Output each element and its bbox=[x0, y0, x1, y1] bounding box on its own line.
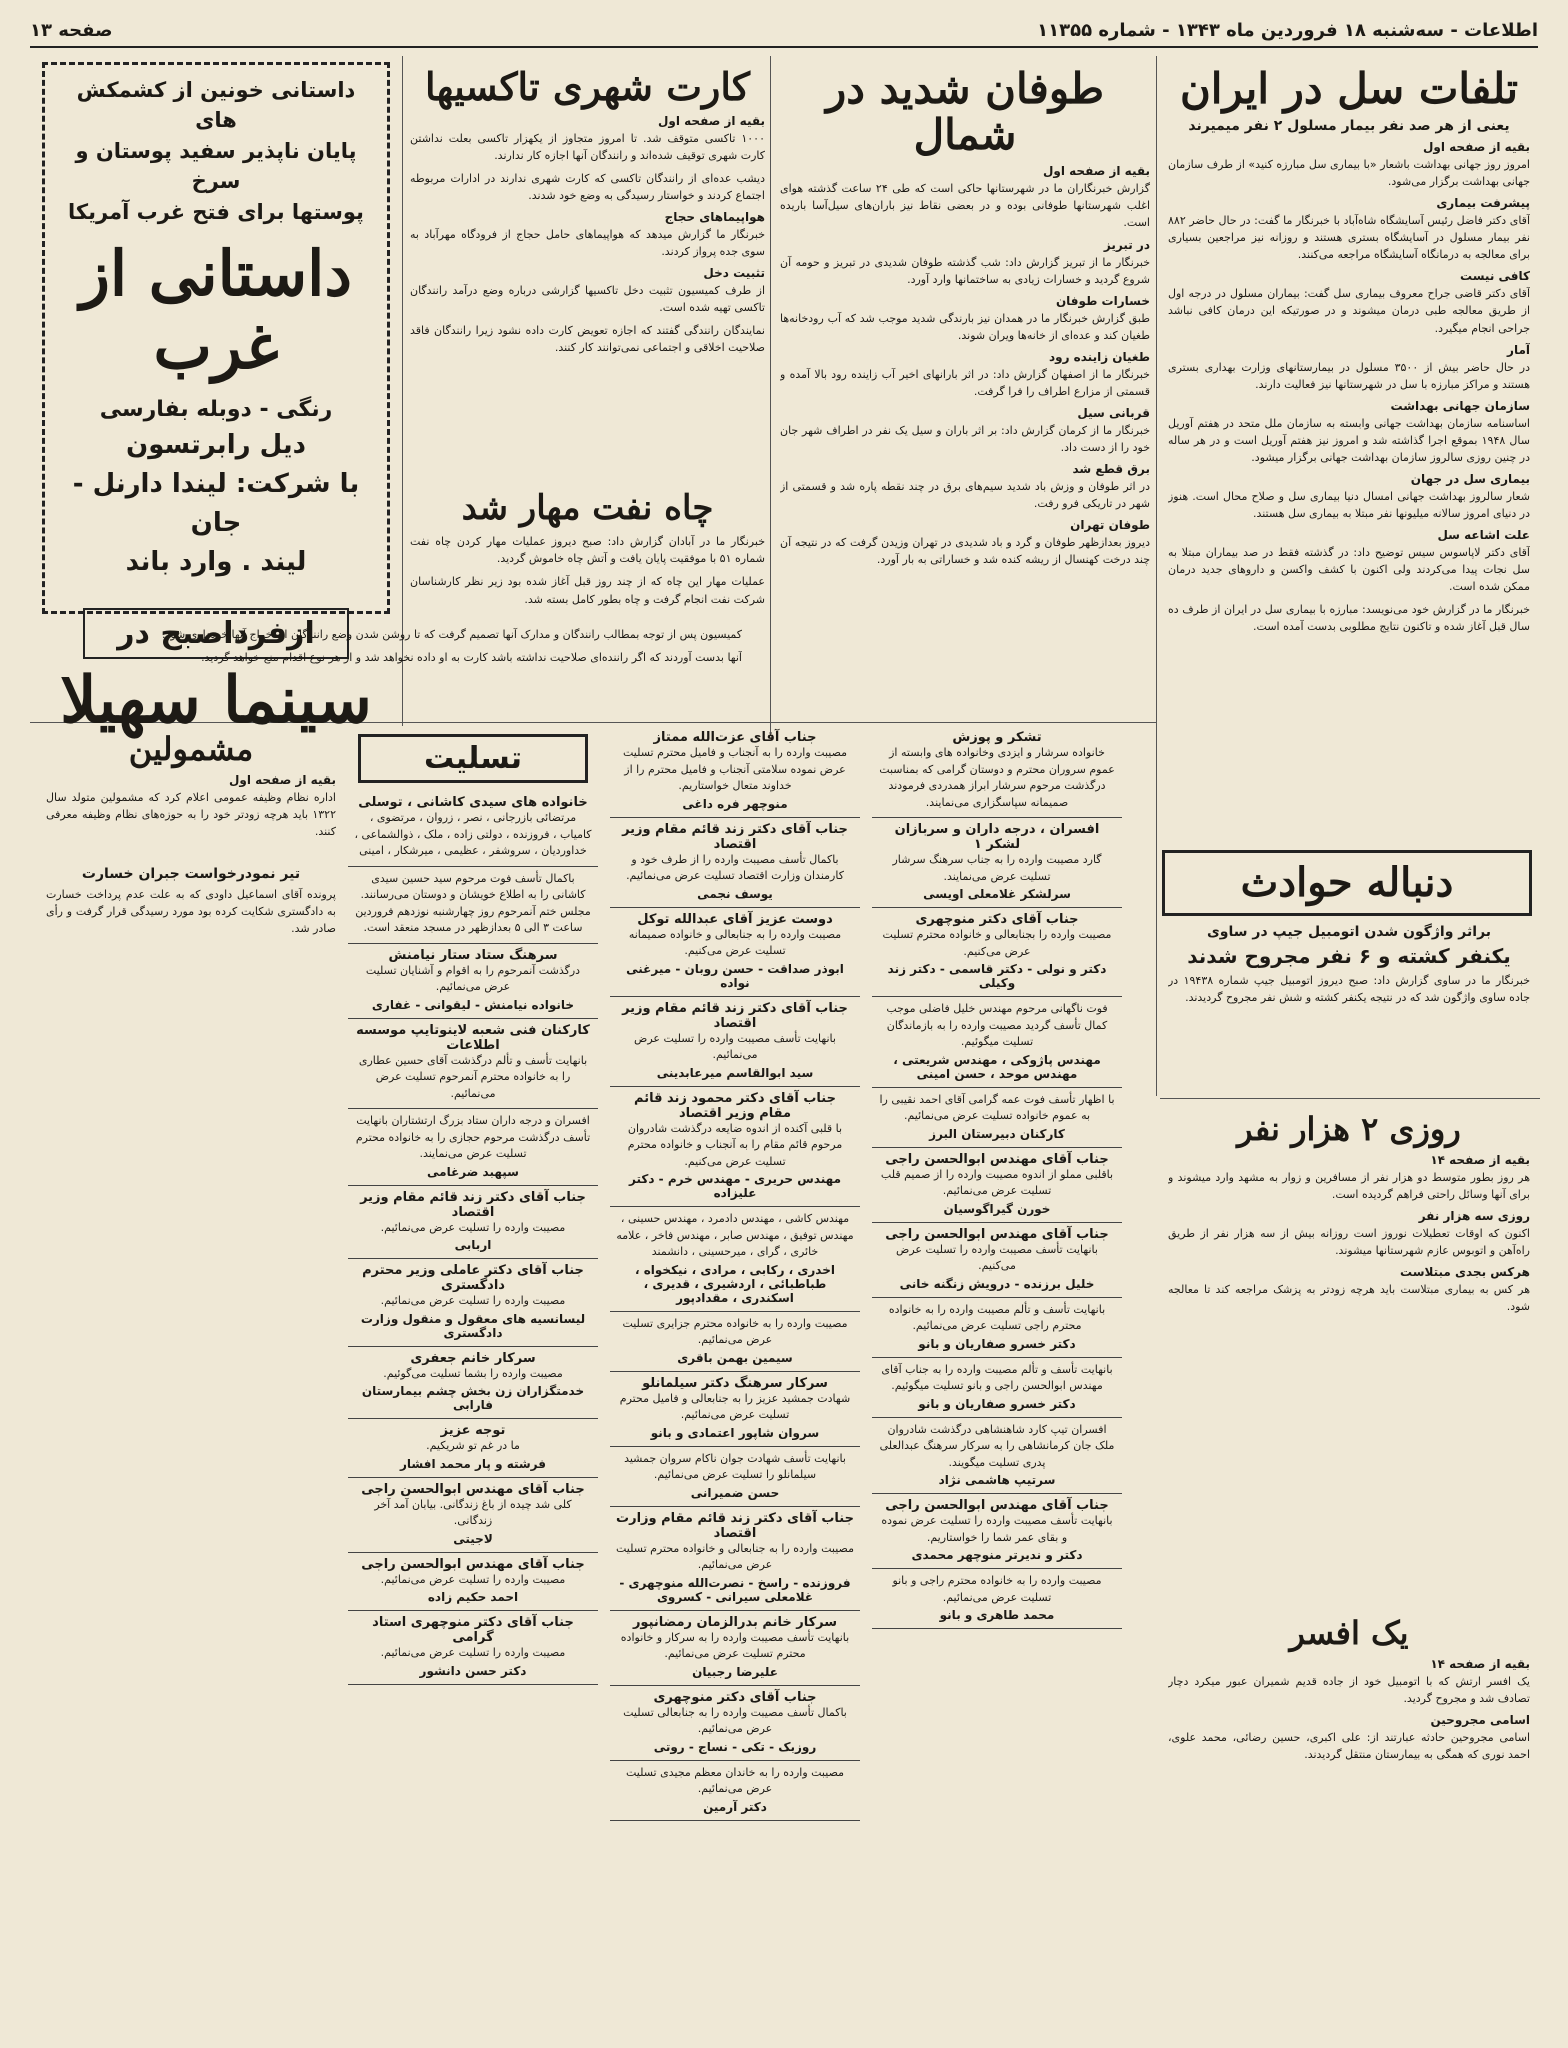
storm-paragraph: خبرنگار ما از کرمان گزارش داد: بر اثر باران و سیل یک نفر در اطراف شهر جان خود را از دست داد. bbox=[780, 423, 1150, 454]
condolence-text: بانهایت تأسف و تألم مصیبت وارده را به خانواده محترم راجی تسلیت عرض می‌نمائیم. bbox=[888, 1302, 1106, 1332]
condolence-recipient: جناب آقای دکتر منوچهری استاد گرامی bbox=[372, 1615, 574, 1645]
tb-paragraph: آقای دکتر لاپاسوس سیس توضیح داد: در گذشته فقط در صد بیماران مبتلا به سل نجات پیدا می‌کردند ولی اکنون با کشف واکسن و داروهای جدید درمان ممکن شده است. bbox=[1168, 545, 1530, 593]
ad-cast: با شرکت: لیندا دارنل - جان bbox=[72, 469, 360, 539]
condolence-recipient: سرکار سرهنگ دکتر سیلمانلو bbox=[642, 1375, 828, 1391]
travelers-paragraph: هر کس به بیماری مبتلاست باید هرچه زودتر به پزشک مراجعه کند تا معالجه شود. bbox=[1168, 1283, 1530, 1314]
condolence-text: با قلبی آکنده از اندوه ضایعه درگذشت شادروان مرحوم قائم مقام را به آنجناب و خانواده محترم تسلیت عرض می‌کنیم. bbox=[627, 1121, 843, 1168]
condolence-notice bbox=[610, 1207, 860, 1312]
condolence-text: مصیبت وارده را به خاندان معظم مجیدی تسلیت عرض می‌نمائیم. bbox=[625, 1765, 844, 1795]
condolence-notice bbox=[872, 1494, 1122, 1569]
condolence-signature: حسن ضمیرانی bbox=[690, 1485, 780, 1500]
ad-tagline: پوستها برای فتح غرب آمریکا bbox=[68, 199, 364, 224]
condolence-text: مصیبت وارده را به خانواده محترم جزایری تسلیت عرض می‌نمائیم. bbox=[622, 1316, 848, 1346]
condolence-signature: احمد حکیم زاده bbox=[427, 1590, 519, 1604]
oil-well-paragraph: خبرنگار ما در آبادان گزارش داد: صبح دیروز عملیات مهار کردن چاه نفت شماره ۵۱ با موفقیت پایان یافت و آتش چاه خاموش گردید. bbox=[410, 535, 765, 566]
condolence-notice bbox=[610, 1372, 860, 1447]
condolence-signature: فرشته و پار محمد افشار bbox=[399, 1456, 547, 1471]
ad-tagline: داستانی خونین از کشمکش های bbox=[76, 78, 356, 133]
condolence-text: افسران و درجه داران ستاد بزرگ ارتشتاران بانهایت تأسف درگذشت مرحوم حجازی را به خانواده محترم تسلیت عرض می‌نمایند. bbox=[355, 1114, 591, 1160]
condolence-notice bbox=[610, 1611, 860, 1686]
condolence-recipient: جناب آقای مهندس ابوالحسن راجی bbox=[361, 1481, 585, 1497]
condolence-text: با اظهار تأسف فوت عمه گرامی آقای احمد نقیبی را به عموم خانواده تسلیت عرض می‌نمائیم. bbox=[879, 1092, 1115, 1122]
condolence-notice bbox=[348, 1347, 598, 1420]
tb-article bbox=[1168, 60, 1530, 840]
condolence-signature: ابوذر صداقت - حسن روبان - میرغنی نواده bbox=[626, 961, 844, 990]
travelers-section: روزی سه هزار نفر bbox=[1418, 1209, 1530, 1224]
condolence-text: باکمال تأسف فوت مرحوم سید حسین سیدی کاشانی را به اطلاع خویشان و دوستان می‌رسانند. مجلس ختم آنمرحوم روز چهارشنبه نوزدهم فروردین ساعت ۳ الی ۵ بعدازظهر در مسجد منعقد است. bbox=[355, 871, 591, 934]
condolence-notice bbox=[348, 1019, 598, 1110]
storm-paragraph: طبق گزارش خبرنگار ما در همدان نیز بارندگی شدید موجب شد که آب رودخانه‌ها طغیان کند و عده‌ای از خانه‌ها ویران شوند. bbox=[780, 311, 1150, 342]
section-rule bbox=[1160, 1098, 1540, 1099]
condolence-signature: منوچهر فره داغی bbox=[682, 796, 788, 811]
condolence-notice bbox=[348, 1259, 598, 1347]
storm-paragraph: خبرنگار ما از اصفهان گزارش داد: در اثر بارانهای اخیر آب زاینده رود بالا آمده و قسمتی از مزارع اطراف را فرا گرفت. bbox=[780, 367, 1150, 398]
tb-paragraph: خبرنگار ما در گزارش خود می‌نویسد: مبارزه با بیماری سل در ایران از طرف ده سال قبل آغاز شده و تاکنون نتایج مطلوبی بدست آمده است. bbox=[1168, 603, 1530, 634]
condolence-banner: تسلیت bbox=[358, 734, 588, 783]
condolence-text: مصیبت وارده را تسلیت عرض می‌نمائیم. bbox=[380, 1646, 566, 1659]
condolence-signature: دکتر حسن دانشور bbox=[419, 1663, 527, 1678]
condolence-recipient: تشکر و پوزش bbox=[952, 730, 1042, 745]
taxi-paragraph: ۱۰۰۰ تاکسی متوقف شد. تا امروز متجاوز از یکهزار تاکسی بعلت نداشتن کارت شهری توقیف شده‌اند و رانندگان آنها اجازه کار ندارند. bbox=[410, 131, 765, 162]
tb-subhead: یعنی از هر صد نفر بیمار مسلول ۲ نفر میمیرند bbox=[1188, 118, 1510, 135]
accident-headline: براثر واژگون شدن اتومبیل جیپ در ساوی bbox=[1206, 924, 1492, 940]
condolence-text: مصیبت وارده را تسلیت عرض می‌نمائیم. bbox=[380, 1294, 566, 1307]
condolence-notice bbox=[348, 1478, 598, 1553]
taxi-lead: بقیه از صفحه اول bbox=[657, 113, 765, 128]
storm-section: قربانی سیل bbox=[1077, 405, 1150, 420]
condolence-recipient: سرکار خانم بدرالزمان رمضانپور bbox=[632, 1614, 838, 1630]
condolence-recipient: جناب آقای عزت‌الله ممتاز bbox=[653, 730, 817, 745]
condolence-signature: دکتر و ندیرتر منوچهر محمدی bbox=[911, 1548, 1083, 1562]
condolence-notice bbox=[872, 1418, 1122, 1495]
condolence-signature: سید ابوالقاسم میرعابدینی bbox=[656, 1065, 814, 1080]
taxi-card-article bbox=[410, 60, 765, 480]
column-rule bbox=[1156, 56, 1157, 1096]
condolence-signature: سپهبد ضرغامی bbox=[427, 1164, 519, 1179]
condolence-signature: سیمین بهمن باقری bbox=[677, 1350, 793, 1365]
condolence-text: فوت ناگهانی مرحوم مهندس خلیل فاضلی موجب کمال تأسف گردید مصیبت وارده را به بازماندگان تسلیت میگوئیم. bbox=[886, 1002, 1108, 1048]
condolence-column bbox=[872, 726, 1122, 1629]
page-header bbox=[30, 14, 1538, 48]
travelers-paragraph: اکنون که اوقات تعطیلات نوروز است روزانه بیش از سه هزار نفر از طریق راه‌آهن و اتوبوس عازم شهرستانها میشوند. bbox=[1168, 1227, 1530, 1258]
condolence-signature: لیسانسیه های معقول و منقول وزارت دادگستری bbox=[360, 1311, 586, 1340]
condolence-text: خانواده سرشار و ایزدی وخانواده های وابسته از عموم سروران محترم و دوستان گرامی که بمناسبت درگذشت مرحوم سرشار ابراز همدردی فرمودند صمیمانه سپاسگزاری می‌نمایند. bbox=[879, 746, 1115, 809]
condolence-signature: سرلشکر غلامعلی اویسی bbox=[923, 887, 1071, 901]
condolence-signature: کارکنان دبیرستان البرز bbox=[929, 1126, 1065, 1141]
condolence-signature: لاجیتی bbox=[453, 1531, 493, 1546]
condolence-text: کلی شد چیده از باغ زندگانی. بیابان آمد آخر زندگانی. bbox=[374, 1497, 572, 1527]
condolence-signature: خانواده نیامنش - لیقوانی - غفاری bbox=[371, 997, 575, 1012]
accident-subheadline: یکنفر کشته و ۶ نفر مجروح شدند bbox=[1187, 944, 1511, 968]
condolence-signature: خلیل برزنده - درویش زنگنه خانی bbox=[899, 1276, 1095, 1291]
condolence-notice bbox=[348, 944, 598, 1019]
condolence-text: مصیبت وارده را تسلیت عرض می‌نمائیم. bbox=[380, 1220, 566, 1234]
condolence-text: ما در غم تو شریکیم. bbox=[426, 1439, 520, 1452]
condolence-text: مصیبت وارده را بجنابعالی و خانواده محترم تسلیت عرض می‌کنیم. bbox=[882, 928, 1112, 958]
condolence-notice bbox=[610, 1507, 860, 1611]
condolence-text: بانهایت تأسف و تألم درگذشت آقای حسین عطاری را به خانواده محترم آنمرحوم تسلیت عرض می‌نمائیم. bbox=[358, 1053, 588, 1100]
storm-section: طغیان زاینده رود bbox=[1048, 349, 1150, 364]
travelers-headline: روزی ۲ هزار نفر bbox=[1237, 1110, 1461, 1148]
condolence-notice bbox=[872, 1358, 1122, 1418]
condolence-notice bbox=[610, 1087, 860, 1208]
taxi-headline: کارت شهری تاکسیها bbox=[424, 64, 751, 109]
storm-article bbox=[780, 60, 1150, 720]
condolence-text: بانهایت تأسف مصیبت وارده را تسلیت عرض می‌نمائیم. bbox=[634, 1031, 836, 1061]
taxi-commission-continuation bbox=[42, 626, 742, 716]
condolence-notice bbox=[610, 1312, 860, 1372]
condolence-text: بانهایت تأسف مصیبت وارده را به سرکار و خانواده محترم تسلیت عرض می‌نمائیم. bbox=[620, 1630, 850, 1660]
condolence-recipient: دوست عزیز آقای عبدالله توکل bbox=[637, 911, 833, 927]
condolence-recipient: جناب آقای دکتر زند قائم مقام وزیر اقتصاد bbox=[622, 821, 848, 852]
condolence-signature: اخدری ، رکابی ، مرادی ، نیکخواه ، طباطبائی ، اردشیری ، قدیری ، اسکندری ، مقدادپور bbox=[634, 1262, 836, 1305]
oil-well-headline: چاه نفت مهار شد bbox=[461, 488, 714, 528]
taxi-paragraph: دیشب عده‌ای از رانندگان تاکسی که کارت شهری ندارند در ادارات مربوطه اجتماع کردند و خواستار رسیدگی به وضع خود شدند. bbox=[410, 171, 765, 202]
condolence-text: شهادت جمشید عزیز را به جنابعالی و فامیل محترم تسلیت عرض می‌نمائیم. bbox=[619, 1391, 851, 1421]
condolence-notice bbox=[610, 908, 860, 997]
condolence-recipient: جناب آقای دکتر محمود زند قائم مقام وزیر اقتصاد bbox=[634, 1090, 836, 1121]
condolence-signature: سروان شاپور اعتمادی و بانو bbox=[650, 1425, 820, 1440]
condolence-signature: روزبک - تکی - نساج - روتی bbox=[653, 1739, 817, 1754]
condolence-notice bbox=[610, 1761, 860, 1821]
tb-paragraph: آقای دکتر فاضل رئیس آسایشگاه شاه‌آباد با خبرنگار ما گفت: در حال حاضر ۸۸۲ نفر بیمار مسلول در آسایشگاه بستری هستند و روزانه نیز مراجعین بسیاری برای معالجه به درمانگاه آسایشگاه مراجعه می‌کنند. bbox=[1168, 214, 1530, 262]
condolence-recipient: سرهنگ ستاد ستار نیامنش bbox=[388, 947, 558, 963]
accidents-banner: دنباله حوادث bbox=[1162, 850, 1532, 916]
condolence-notice bbox=[348, 1419, 598, 1478]
ad-format: رنگی - دوبله بفارسی bbox=[99, 397, 333, 423]
condolence-notice bbox=[872, 1569, 1122, 1629]
issue-info: اطلاعات - سه‌شنبه ۱۸ فروردین ماه ۱۳۴۳ - شماره ۱۱۳۵۵ bbox=[1037, 19, 1538, 41]
daily-travelers-article bbox=[1168, 1106, 1530, 1606]
tb-section: بیماری سل در جهان bbox=[1410, 471, 1530, 486]
condolence-signature: خورن گیراگوسیان bbox=[943, 1201, 1051, 1216]
condolence-recipient: جناب آقای دکتر زند قائم مقام وزیر اقتصاد bbox=[360, 1189, 586, 1220]
condolence-signature: دکتر آرمین bbox=[703, 1799, 767, 1814]
condolence-recipient: کارکنان فنی شعبه لاینوتایپ موسسه اطلاعات bbox=[356, 1022, 590, 1053]
ad-opening: ازفرداصبح در bbox=[83, 608, 349, 659]
condolence-text: افسران تیپ کارد شاهنشاهی درگذشت شادروان ملک جان کرمانشاهی را به سرکار سرهنگ عبدالعلی پدری تسلیت میگویند. bbox=[879, 1422, 1115, 1469]
accidents-article bbox=[1168, 920, 1530, 1096]
officer-paragraph: یک افسر ارتش که با اتومبیل خود از جاده قدیم شمیران عبور میکرد دچار تصادف شد و مجروح گردید. bbox=[1168, 1675, 1530, 1706]
tb-paragraph: شعار سالروز بهداشت جهانی امسال دنیا بیماری سل و صلاح محال است. هنوز در دنیای امروز سالانه میلیونها نفر مبتلا به بیماری سل هستند. bbox=[1168, 489, 1530, 520]
condolence-notice bbox=[872, 1148, 1122, 1223]
officer-lead: بقیه از صفحه ۱۴ bbox=[1430, 1657, 1530, 1672]
condolence-notice bbox=[348, 1186, 598, 1260]
tb-paragraph: آقای دکتر قاضی جراح معروف بیماری سل گفت: بیماران مسلول در درجه اول از طریق معالجه طبی درمان میشوند و در صورتیکه این درمان کافی نباشد جراحی انجام میگیرد. bbox=[1168, 287, 1530, 335]
condolence-notice bbox=[348, 1109, 598, 1186]
storm-paragraph: گزارش خبرنگاران ما در شهرستانها حاکی است که طی ۲۴ ساعت گذشته هوای اغلب شهرستانها طوفانی بوده و در بعضی نقاط نیز باران‌های سیل‌آسا باریده است. bbox=[780, 182, 1150, 230]
condolence-text: باکمال تأسف مصیبت وارده را از طرف خود و کارمندان وزارت اقتصاد تسلیت عرض می‌نمائیم. bbox=[626, 852, 844, 882]
accident-paragraph: خبرنگار ما در ساوی گزارش داد: صبح دیروز اتومبیل جیپ شماره ۱۹۴۳۸ در جاده ساوی واژگون شد که در نتیجه یکنفر کشته و شش نفر مجروح گردیدند. bbox=[1168, 974, 1530, 1005]
ad-cast: دیل رابرتسون bbox=[126, 430, 306, 461]
condolence-text: مرتضائی بازرجانی ، نصر ، زروان ، مرتضوی ، کامیاب ، فروزنده ، دولتی زاده ، ملک ، ذوالشماعی ، خداوردیان ، سروشفر ، عظیمی ، میرشکار ، امینی bbox=[354, 811, 592, 857]
condolence-signature: خدمتگزاران زن بخش چشم بیمارستان فارابی bbox=[361, 1384, 585, 1412]
travelers-lead: بقیه از صفحه ۱۴ bbox=[1430, 1153, 1530, 1168]
condolence-recipient: جناب آقای مهندس ابوالحسن راجی bbox=[885, 1226, 1109, 1242]
travelers-section: هرکس بجدی مبتلاست bbox=[1399, 1265, 1530, 1280]
condolence-notice bbox=[872, 908, 1122, 997]
page-number: صفحه ۱۳ bbox=[30, 19, 113, 41]
compensation-headline: تیر نمودرخواست جبران خسارت bbox=[81, 866, 301, 883]
storm-lead: بقیه از صفحه اول bbox=[1042, 164, 1150, 179]
condolence-recipient: جناب آقای مهندس ابوالحسن راجی bbox=[361, 1556, 585, 1572]
compensation-article bbox=[46, 862, 336, 943]
tb-paragraph: امروز روز جهانی بهداشت باشعار «با بیماری سل مبارزه کنید» از طرف سازمان جهانی بهداشت برگزار می‌شود. bbox=[1168, 158, 1530, 189]
condolence-recipient: جناب آقای دکتر منوچهری bbox=[653, 1689, 817, 1705]
condolence-signature: سرتیپ هاشمی نژاد bbox=[938, 1473, 1056, 1487]
condolence-text: مصیبت وارده را به جنابعالی و خانواده صمیمانه تسلیت عرض می‌کنیم. bbox=[628, 927, 842, 957]
condolence-text: مصیبت وارده را تسلیت عرض می‌نمائیم. bbox=[380, 1572, 566, 1586]
condolences-section bbox=[42, 726, 1122, 2026]
condolence-signature: مهندس حریری - مهندس خرم - دکتر علیزاده bbox=[629, 1172, 841, 1200]
ad-cinema-name: سینما سهیلا bbox=[60, 663, 372, 739]
taxi-paragraph: خبرنگار ما گزارش میدهد که هواپیماهای حامل حجاج از فرودگاه مهرآباد به سوی جده پرواز کردند. bbox=[410, 227, 765, 259]
condolence-notice bbox=[348, 1553, 598, 1612]
condolence-text: مهندس کاشی ، مهندس دادمرد ، مهندس حسینی ، مهندس توفیق ، مهندس صابر ، مهندس فاخر ، علامه خائری ، گرای ، میرحسینی ، دانشمند bbox=[616, 1212, 854, 1258]
condolence-notice bbox=[610, 818, 860, 908]
taxi-section: تثبیت دخل bbox=[703, 266, 765, 281]
ad-cast: لیند . وارد باند bbox=[125, 547, 307, 578]
condolence-text: مصیبت وارده را به جنابعالی و خانواده محترم تسلیت عرض می‌نمائیم. bbox=[616, 1541, 854, 1571]
condolence-signature: دکتر خسرو صفاریان و بانو bbox=[918, 1396, 1076, 1411]
compensation-paragraph: پرونده آقای اسماعیل داودی که به علت عدم پرداخت خسارت به دادگستری شکایت کرده بود مورد رسیدگی قرار گرفت و رأی صادر شد. bbox=[46, 888, 336, 936]
tb-section: پیشرفت بیماری bbox=[1436, 196, 1530, 211]
officer-paragraph: اسامی مجروحین حادثه عبارتند از: علی اکبری، حسین رضائی، محمد علوی، احمد نوری که همگی به بیمارستان منتقل گردیدند. bbox=[1168, 1731, 1530, 1762]
column-rule bbox=[770, 56, 771, 736]
condolence-text: مصیبت وارده را به آنجناب و فامیل محترم تسلیت عرض نموده سلامتی آنجناب و فامیل محترم را از خداوند متعال خواستاریم. bbox=[622, 746, 848, 792]
condolence-text: بانهایت تأسف شهادت جوان ناکام سروان جمشید سیلمانلو را تسلیت عرض می‌نمائیم. bbox=[624, 1451, 846, 1481]
condolence-text: بانهایت تأسف مصیبت وارده را تسلیت عرض می‌کنیم. bbox=[896, 1242, 1098, 1272]
commission-paragraph: کمیسیون پس از توجه بمطالب رانندگان و مدارک آنها تصمیم گرفت که تا روشن شدن وضع رانندگان از اخراج آنها خودداری شود. bbox=[161, 628, 742, 641]
condolence-recipient: توجه عزیز bbox=[440, 1423, 506, 1438]
condolence-text: بانهایت تأسف و تألم مصیبت وارده را به جناب آقای مهندس ابوالحسن راجی و بانو تسلیت میگوئیم. bbox=[881, 1362, 1113, 1392]
condolence-notice bbox=[872, 1223, 1122, 1298]
condolence-notice bbox=[348, 867, 598, 944]
condolence-notice bbox=[610, 1686, 860, 1761]
condolence-text: مصیبت وارده را بشما تسلیت می‌گوئیم. bbox=[383, 1366, 563, 1380]
condolence-text: بانهایت تأسف مصیبت وارده را تسلیت عرض نموده و بقای عمر شما را خواستاریم. bbox=[881, 1514, 1113, 1544]
storm-paragraph: خبرنگار ما از تبریز گزارش داد: شب گذشته طوفان شدیدی در تبریز و حومه آن شروع گردید و خسارات زیادی به ساختمانها وارد آورد. bbox=[780, 255, 1150, 286]
commission-paragraph: آنها بدست آوردند که اگر راننده‌ای صلاحیت نداشته باشد کارت به او داده نخواهد شد و از هر نوع اقدام منع خواهد گردید. bbox=[201, 651, 742, 665]
condolence-notice bbox=[610, 726, 860, 818]
tb-headline: تلفات سل در ایران bbox=[1179, 64, 1519, 113]
tb-section: سازمان جهانی بهداشت bbox=[1390, 398, 1530, 413]
tb-paragraph: در حال حاضر بیش از ۳۵۰۰ مسلول در بیمارستانهای وزارت بهداری بستری هستند و مراکز مبارزه با سل در شهرستانها نیز فعالیت دارند. bbox=[1168, 360, 1530, 391]
ad-tagline: پایان ناپذیر سفید پوستان و سرخ bbox=[75, 138, 357, 194]
taxi-paragraph: از طرف کمیسیون تثبیت دخل تاکسیها گزارشی درباره وضع درآمد رانندگان تاکسی تهیه شده است. bbox=[410, 284, 765, 315]
condolence-notice bbox=[348, 791, 598, 867]
condolence-recipient: افسران ، درجه داران و سربازان لشکر ۱ bbox=[894, 822, 1100, 852]
tb-paragraph: اساسنامه سازمان بهداشت جهانی وابسته به سازمان ملل متحد در هفتم آوریل سال ۱۹۴۸ بموقع اجرا گذاشته شد و امروز نیز هفتم آوریل است و در هر ساله در چنین روزی سالروز سازمان بهداشت جهانی برگزار میشود. bbox=[1168, 416, 1530, 464]
storm-section: برق قطع شد bbox=[1072, 461, 1150, 476]
condolence-notice bbox=[872, 818, 1122, 908]
tb-section: کافی نیست bbox=[1460, 269, 1530, 284]
condolence-signature: اربابی bbox=[454, 1238, 492, 1252]
taxi-section: هواپیماهای حجاج bbox=[664, 209, 765, 224]
conscripts-lead: بقیه از صفحه اول bbox=[228, 773, 336, 788]
oil-well-paragraph: عملیات مهار این چاه که از چند روز قبل آغاز شده بود زیر نظر کارشناسان شرکت نفت انجام گرفت و چاه بطور کامل بسته شد. bbox=[410, 575, 765, 606]
condolence-signature: یوسف نجمی bbox=[697, 886, 773, 901]
condolence-recipient: جناب آقای مهندس ابوالحسن راجی bbox=[885, 1151, 1109, 1167]
condolence-recipient: جناب آقای مهندس ابوالحسن راجی bbox=[885, 1498, 1109, 1513]
condolence-signature: مهندس پاژوکی ، مهندس شریعتی ، مهندس موحد ، حسن امینی bbox=[893, 1052, 1101, 1081]
storm-section: خسارات طوفان bbox=[1055, 293, 1150, 308]
condolence-signature: محمد طاهری و بانو bbox=[939, 1608, 1055, 1622]
tb-section: آمار bbox=[1507, 342, 1530, 357]
condolence-notice bbox=[872, 726, 1122, 818]
condolence-notice bbox=[348, 1611, 598, 1685]
condolence-notice bbox=[872, 1298, 1122, 1358]
officer-headline: یک افسر bbox=[1289, 1614, 1409, 1652]
storm-headline: طوفان شدید در شمال bbox=[825, 64, 1105, 160]
condolence-text: باقلبی مملو از اندوه مصیبت وارده را از صمیم قلب تسلیت عرض می‌نمائیم. bbox=[880, 1167, 1114, 1197]
storm-paragraph: دیروز بعدازظهر طوفان و گرد و باد شدیدی در تهران وزیدن گرفت که در نتیجه آن چند درخت کهنسال از ریشه کنده شد و خساراتی به بار آورد. bbox=[780, 535, 1150, 567]
condolence-text: باکمال تأسف مصیبت وارده را به جنابعالی تسلیت عرض می‌نمائیم. bbox=[623, 1705, 847, 1735]
condolence-recipient: سرکار خانم جعفری bbox=[410, 1350, 536, 1366]
condolence-signature: فروزنده - راسخ - نصرت‌الله منوچهری - غلامعلی سیرانی - کسروی bbox=[619, 1575, 851, 1604]
condolence-column bbox=[610, 726, 860, 1821]
condolence-recipient: جناب آقای دکتر زند قائم مقام وزارت اقتصاد bbox=[616, 1510, 854, 1541]
tb-section: علت اشاعه سل bbox=[1437, 527, 1530, 542]
conscripts-article bbox=[46, 726, 336, 846]
storm-section: طوفان تهران bbox=[1070, 517, 1150, 532]
condolence-notice bbox=[610, 1447, 860, 1507]
condolence-text: مصیبت وارده را به خانواده محترم راجی و بانو تسلیت عرض می‌نمائیم. bbox=[892, 1574, 1102, 1604]
condolence-recipient: جناب آقای دکتر منوچهری bbox=[915, 912, 1079, 927]
storm-section: در تبریز bbox=[1103, 237, 1150, 252]
taxi-paragraph: نمایندگان رانندگی گفتند که اجازه تعویض کارت داده نشود زیرا رانندگان فاقد صلاحیت اخلاقی و اجتماعی نمی‌توانند کار کنند. bbox=[410, 324, 765, 355]
condolence-column bbox=[348, 726, 598, 1685]
condolence-signature: دکتر و نولی - دکتر قاسمی - دکتر زند وکیلی bbox=[887, 962, 1107, 990]
condolence-recipient: جناب آقای دکتر زند قائم مقام وزیر اقتصاد bbox=[622, 1000, 848, 1031]
condolence-recipient: خانواده های سیدی کاشانی ، توسلی bbox=[358, 795, 588, 810]
tb-lead: بقیه از صفحه اول bbox=[1422, 140, 1530, 155]
condolence-text: گارد مصیبت وارده را به جناب سرهنگ سرشار تسلیت عرض می‌نمایند. bbox=[892, 853, 1102, 883]
ad-film-title: داستانی از غرب bbox=[79, 237, 353, 384]
conscripts-headline: مشمولین bbox=[128, 730, 254, 768]
travelers-paragraph: هر روز بطور متوسط دو هزار نفر از مسافرین و زوار به مشهد وارد میشوند و برای آنها وسائل راحتی فراهم گردیده است. bbox=[1168, 1171, 1530, 1202]
conscripts-paragraph: اداره نظام وظیفه عمومی اعلام کرد که مشمولین متولد سال ۱۳۲۲ باید هرچه زودتر خود را به حوزه‌های نظام وظیفه معرفی کنند. bbox=[46, 791, 336, 839]
cinema-advertisement bbox=[42, 62, 390, 739]
misc-column bbox=[46, 726, 336, 943]
officer-section: اسامی مجروحین bbox=[1430, 1713, 1530, 1728]
officer-article bbox=[1168, 1610, 1530, 2030]
condolence-recipient: جناب آقای دکتر عاملی وزیر محترم دادگستری bbox=[362, 1263, 584, 1293]
condolence-signature: علیرضا رجبیان bbox=[692, 1664, 778, 1679]
condolence-notice bbox=[872, 1088, 1122, 1148]
condolence-notice bbox=[872, 997, 1122, 1088]
condolence-signature: دکتر خسرو صفاریان و بانو bbox=[918, 1336, 1076, 1351]
condolence-text: درگذشت آنمرحوم را به اقوام و آشنایان تسلیت عرض می‌نمائیم. bbox=[365, 963, 581, 993]
condolence-notice bbox=[610, 997, 860, 1087]
storm-paragraph: در اثر طوفان و وزش باد شدید سیم‌های برق در چند نقطه پاره شد و قسمتی از شهر در تاریکی فرو رفت. bbox=[780, 479, 1150, 510]
